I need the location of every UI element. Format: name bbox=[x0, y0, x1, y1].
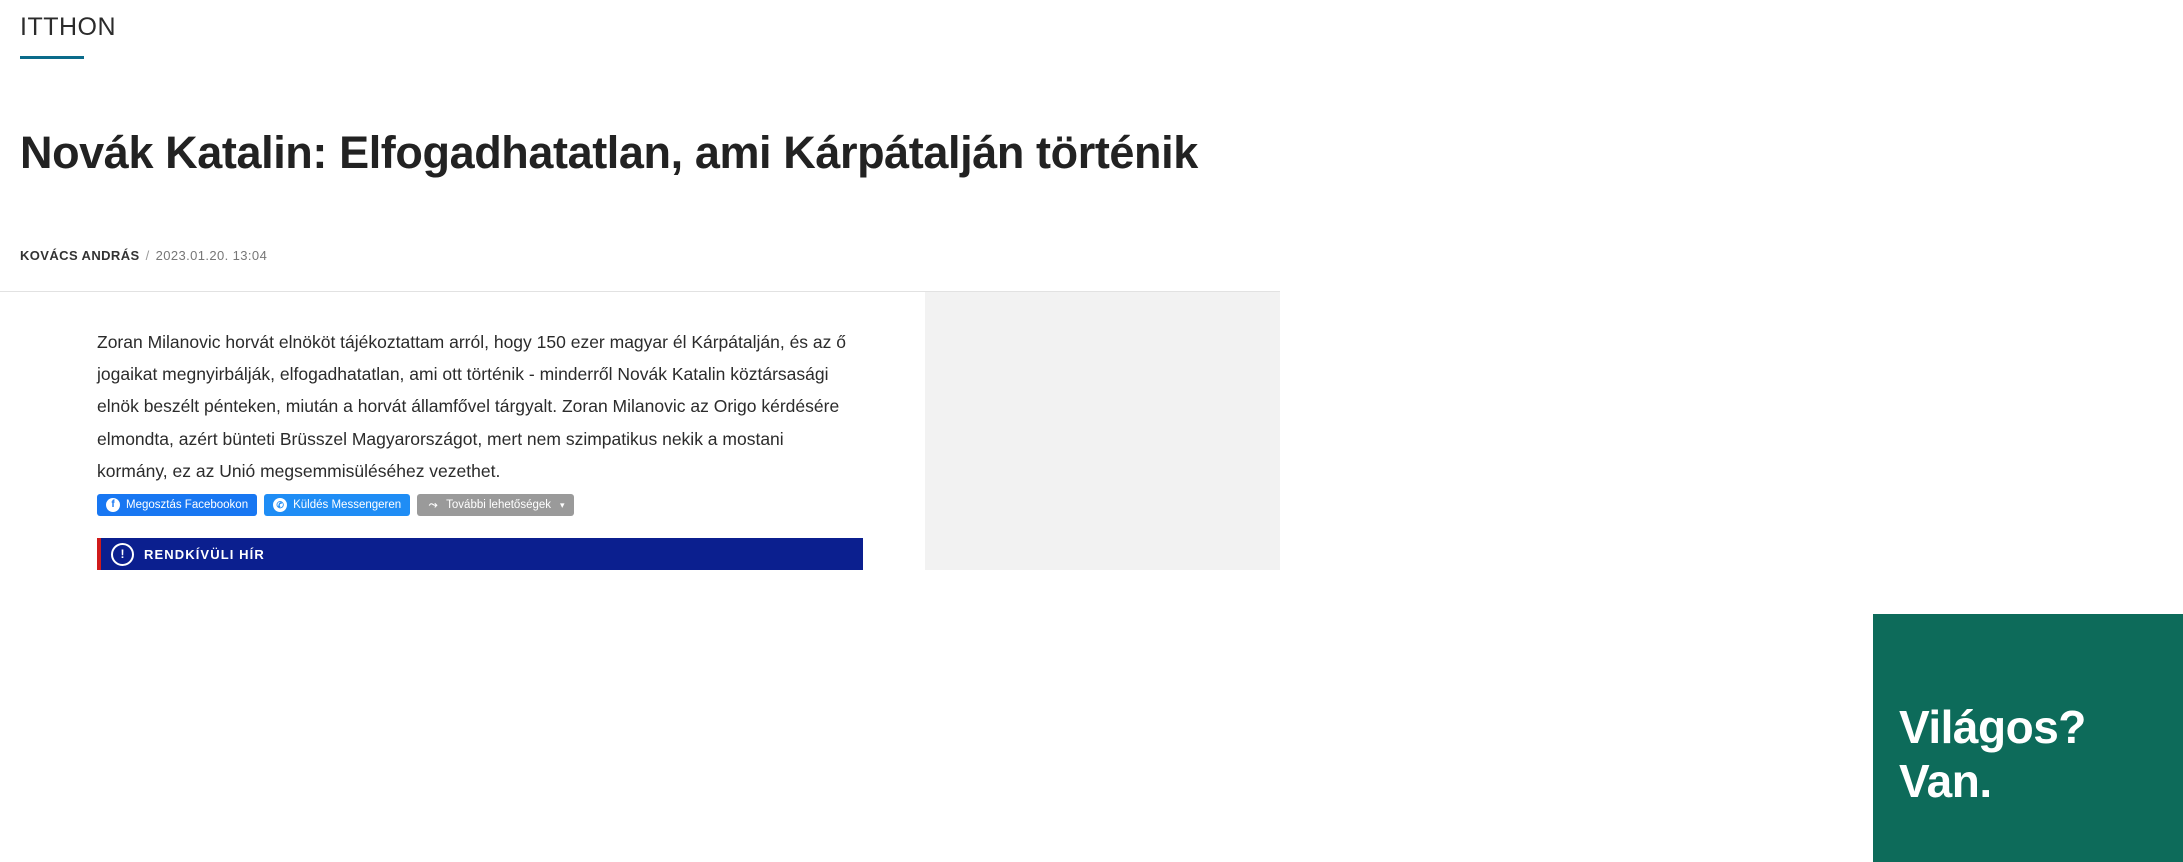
ad-line-2: Van. bbox=[1899, 755, 1992, 808]
sidebar-ad-container bbox=[925, 292, 2086, 808]
category-underline bbox=[20, 56, 84, 59]
advertisement[interactable] bbox=[1873, 614, 2183, 862]
breaking-news-accent bbox=[97, 538, 101, 570]
share-toolbar bbox=[97, 494, 574, 516]
category-header bbox=[20, 14, 920, 59]
facebook-icon: f bbox=[106, 498, 120, 512]
share-facebook-label: Megosztás Facebookon bbox=[126, 499, 249, 511]
byline-author: KOVÁCS ANDRÁS bbox=[20, 248, 140, 263]
category-label[interactable]: ITTHON bbox=[20, 13, 117, 41]
breaking-news-banner[interactable] bbox=[97, 538, 863, 570]
chevron-down-icon: ▾ bbox=[560, 499, 565, 510]
byline-date: 2023.01.20. 13:04 bbox=[155, 248, 268, 263]
byline-separator: / bbox=[145, 248, 150, 263]
share-icon: ⤳ bbox=[428, 498, 438, 511]
article-lead: Zoran Milanovic horvát elnököt tájékoztattam arról, hogy 150 ezer magyar él Kárpátalján, és az ő jogaikat megnyirbálják, elfogadhatatlan, ami ott történik - minderről Novák Katalin köztársasági elnök beszélt pénteken, miután a horvát államfővel tárgyalt. Zoran Milanovic az Origo kérdésére elmondta, azért bünteti Brüsszel Magyarországot, mert nem szimpatikus nekik a mostani kormány, ez az Unió megsemmisüléséhez vezethet. bbox=[97, 331, 846, 481]
breaking-news-label: RENDKÍVÜLI HÍR bbox=[144, 546, 265, 562]
share-more-button[interactable] bbox=[417, 494, 573, 516]
page-title: Novák Katalin: Elfogadhatatlan, ami Kárpátalján történik bbox=[20, 127, 1198, 179]
share-more-label: További lehetőségek bbox=[446, 499, 552, 511]
share-messenger-button[interactable] bbox=[264, 494, 410, 516]
share-messenger-label: Küldés Messengeren bbox=[293, 499, 402, 511]
byline bbox=[20, 248, 267, 263]
ad-line-1: Világos? bbox=[1899, 701, 2086, 753]
messenger-icon: ✆ bbox=[273, 498, 287, 512]
exclamation-circle-icon: ! bbox=[111, 543, 134, 566]
ad-text bbox=[1899, 700, 2086, 809]
share-facebook-button[interactable] bbox=[97, 494, 257, 516]
